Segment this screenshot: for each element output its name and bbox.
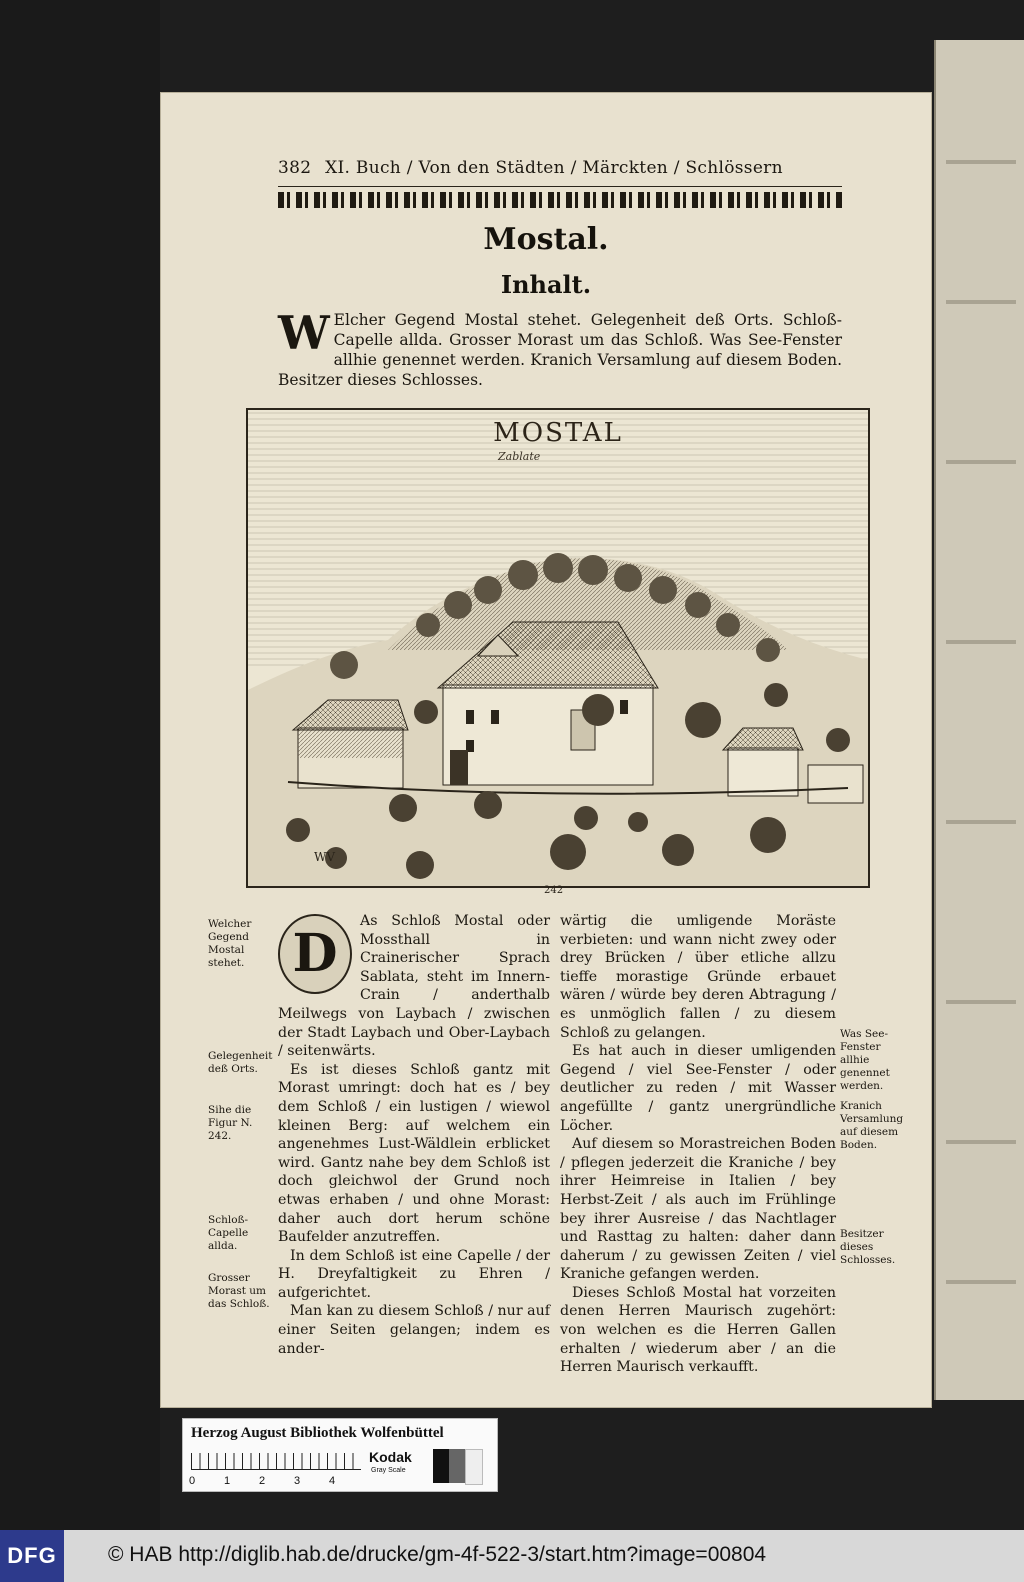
ruler-number: 2 xyxy=(259,1475,266,1487)
chapter-title: Mostal. xyxy=(483,222,609,257)
figure-number: 242 xyxy=(544,885,564,896)
text-column-left xyxy=(278,912,550,1358)
header-rule xyxy=(278,186,842,187)
ruler-number: 3 xyxy=(294,1475,301,1487)
engraver-monogram: WV xyxy=(314,850,335,864)
gray-swatch-black xyxy=(433,1449,449,1483)
ruler-numbers xyxy=(189,1475,369,1487)
ruler-scale xyxy=(191,1453,361,1470)
margin-note-right-3: Besitzer dieses Schlosses. xyxy=(840,1228,896,1266)
scan-background xyxy=(0,0,160,1530)
engraving-plate xyxy=(246,408,870,888)
plate-title: MOSTAL xyxy=(493,418,623,448)
margin-note-left-2: Gelegenheit deß Orts. xyxy=(208,1050,273,1075)
dfg-logo: DFG xyxy=(0,1530,64,1582)
running-title: XI. Buch / Von den Städten / Märckten / Schlössern xyxy=(325,158,783,178)
gray-swatch-white xyxy=(465,1449,483,1485)
paragraph: Auf diesem so Morastreichen Boden / pflegen jederzeit die Kraniche / bey ihrer Heimreise in Italien / bey Herbst-Zeit / als auch im Frühlinge bey ihrer Ausreise / das Nachtlager und Rasttag zu halten: daher dann daherum / zu gewissen Zeiten / viel Kraniche gefangen werden. xyxy=(560,1136,836,1283)
plate-subtitle: Zablate xyxy=(498,450,541,463)
gray-swatch-mid xyxy=(449,1449,465,1483)
margin-note-right-1: Was See-Fenster allhie genennet werden. xyxy=(840,1028,890,1092)
contents-heading: Inhalt. xyxy=(500,270,592,299)
ruler-number: 1 xyxy=(224,1475,231,1487)
ruler-number: 4 xyxy=(329,1475,336,1487)
margin-note-left-1: Welcher Gegend Mostal stehet. xyxy=(208,918,252,969)
ruler-number: 0 xyxy=(189,1475,196,1487)
page-number: 382 xyxy=(278,158,312,178)
contents-summary xyxy=(278,306,842,390)
ornament-band xyxy=(278,192,842,208)
paragraph: In dem Schloß ist eine Capelle / der H. Dreyfaltigkeit zu Ehren / aufgerichtet. xyxy=(278,1247,550,1301)
paragraph: Es ist dieses Schloß gantz mit Morast umringt: doch hat es / bey dem Schloß / ein lustigen / wiewol kleinen Berg: auf welchem ein angenehmes Lust-Wäldlein erblicket wird. Gantz nahe bey dem Schloß ist doch gleichwol der Grund noch etwas erhaben / und ohne Morast: daher auch dort herum schöne Baufelder anzutreffen. xyxy=(278,1061,550,1246)
running-header xyxy=(278,158,848,178)
library-color-card xyxy=(182,1418,498,1492)
gray-scale-label: Gray Scale xyxy=(371,1467,406,1474)
adjacent-page xyxy=(934,40,1024,1400)
margin-note-left-4: Schloß-Capelle allda. xyxy=(208,1214,249,1252)
paragraph: Es hat auch in dieser umligenden Gegend / viel See-Fenster / oder deutlicher zu reden / mit Wasser angefüllte / gantz unergründliche Löcher. xyxy=(560,1043,836,1134)
text-column-right xyxy=(560,912,836,1377)
paragraph: Dieses Schloß Mostal hat vorzeiten denen Herren Maurisch zugehört: von welchen es die Herren Gallen erhalten / wiederum aber / an die Herren Maurisch verkaufft. xyxy=(560,1284,836,1376)
paragraph: wärtig die umligende Moräste verbieten: und wann nicht zwey oder drey Brücken / über etliche allzu tieffe morastige Gründe erbauet wären / würde bey deren Abtragung / es unmöglich fallen / zu diesem Schloß zu gelangen. xyxy=(560,913,836,1041)
margin-note-left-5: Grosser Morast um das Schloß. xyxy=(208,1272,270,1310)
book-page xyxy=(160,92,932,1408)
summary-text: Elcher Gegend Mostal stehet. Gelegenheit deß Orts. Schloß-Capelle allda. Grosser Morast um das Schloß. Was See-Fenster allhie genennet werden. Kranich Versamlung auf diesem Boden. Besitzer dieses Schlosses. xyxy=(278,311,842,389)
summary-initial: W xyxy=(278,306,330,360)
decorated-initial: D xyxy=(278,914,352,994)
viewer-footer xyxy=(0,1530,1024,1582)
paragraph: As Schloß Mostal oder Mossthall in Crainerischer Sprach Sablata, steht im Innern-Crain / anderthalb Meilwegs von Laybach / zwischen der Stadt Laybach und Ober-Laybach / seitenwärts. xyxy=(278,913,550,1060)
margin-note-left-3: Sihe die Figur N. 242. xyxy=(208,1104,253,1142)
library-name: Herzog August Bibliothek Wolfenbüttel xyxy=(191,1425,444,1441)
kodak-brand: Kodak xyxy=(369,1449,412,1465)
margin-note-right-2: Kranich Versamlung auf diesem Boden. xyxy=(840,1100,904,1151)
copyright-url[interactable]: © HAB http://diglib.hab.de/drucke/gm-4f-522-3/start.htm?image=00804 xyxy=(108,1543,767,1566)
castle-illustration xyxy=(248,410,868,886)
paragraph: Man kan zu diesem Schloß / nur auf einer Seiten gelangen; indem es ander- xyxy=(278,1303,550,1357)
